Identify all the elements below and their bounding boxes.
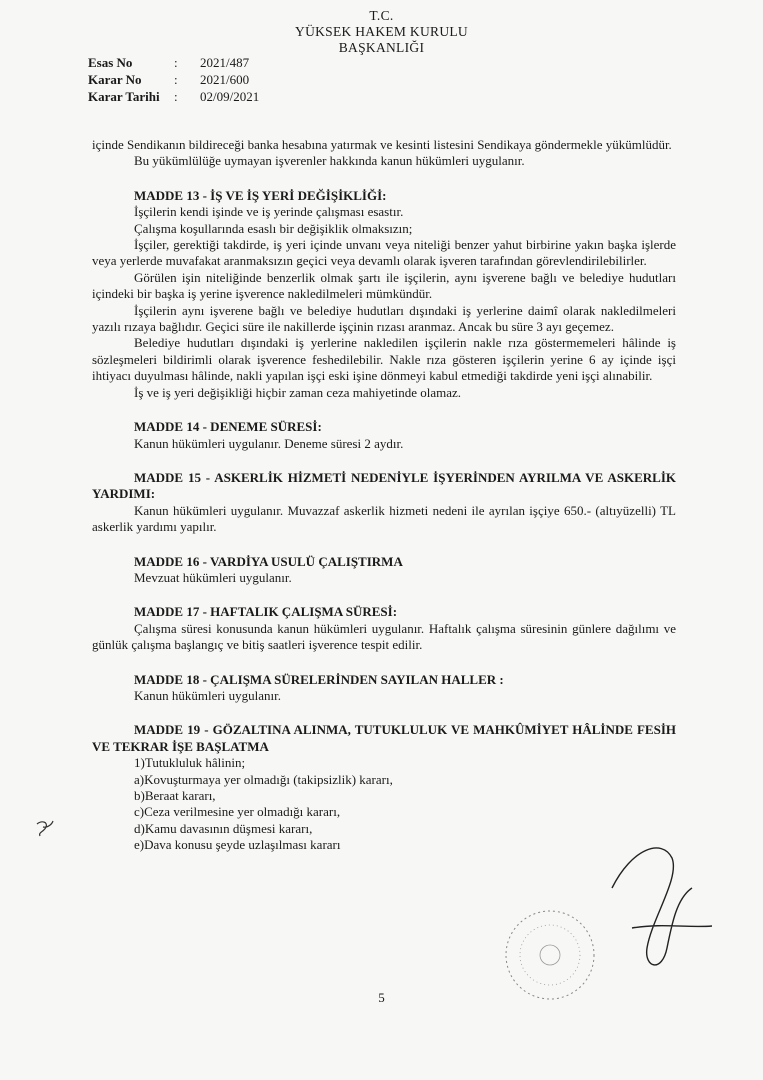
meta-sep: :: [174, 72, 178, 87]
article-19-item: e)Dava konusu şeyde uzlaşılması kararı: [134, 837, 341, 853]
article-18-heading: MADDE 18 - ÇALIŞMA SÜRELERİNDEN SAYILAN HALLER :: [134, 671, 504, 687]
article-15-p1: Kanun hükümleri uygulanır. Muvazzaf askerlik hizmeti nedeni ile ayrılan işçiye 650.- (altıyüzelli) TL askerlik yardımı yapılır.: [92, 502, 676, 535]
article-17-p1: Çalışma süresi konusunda kanun hükümleri uygulanır. Haftalık çalışma süresinin günlere dağılımı ve günlük çalışma başlangıç ve bitiş saatleri işverence tespit edilir.: [92, 620, 676, 653]
meta-row-karar: [88, 71, 259, 88]
article-13-p7: İş ve iş yeri değişikliği hiçbir zaman ceza mahiyetinde olamaz.: [134, 384, 462, 400]
article-13-p5: İşçilerin aynı işverene bağlı ve belediye hudutları dışındaki iş yerlerine daimî olarak nakledilmeleri yazılı rızaya bağlıdır. Geçici süre ile nakillerde işçinin rızası aranmaz. Ancak bu süre 3 ayı geçemez.: [92, 302, 676, 335]
signature-icon: [592, 828, 722, 978]
article-19-heading: MADDE 19 - GÖZALTINA ALINMA, TUTUKLULUK VE MAHKÛMİYET HÂLİNDE FESİH VE TEKRAR İŞE BAŞLATMA: [92, 722, 676, 754]
article-14-heading: MADDE 14 - DENEME SÜRESİ:: [134, 419, 322, 435]
meta-value: 2021/600: [200, 72, 250, 87]
article-13-p3: İşçiler, gerektiği takdirde, iş yeri içinde unvanı veya niteliği benzer yahut birbirine yakın başka işlerde veya yerlerde muvafakat aranmaksızın geçici veya devamlı olarak işveren tarafından görevlendirilebilirler.: [92, 237, 676, 269]
article-19-item: 1)Tutukluluk hâlinin;: [134, 755, 246, 771]
page-number: 5: [378, 990, 385, 1005]
article-18-p1: Kanun hükümleri uygulanır.: [134, 687, 281, 703]
article-15-heading: MADDE 15 - ASKERLİK HİZMETİ NEDENİYLE İŞYERİNDEN AYRILMA VE ASKERLİK YARDIMI:: [92, 469, 676, 502]
article-19-item: a)Kovuşturmaya yer olmadığı (takipsizlik) kararı,: [134, 771, 393, 787]
article-19-item: b)Beraat kararı,: [134, 788, 216, 803]
article-17-heading: MADDE 17 - HAFTALIK ÇALIŞMA SÜRESİ:: [134, 604, 398, 620]
meta-row-tarih: [88, 88, 259, 105]
article-14-p1: Kanun hükümleri uygulanır. Deneme süresi 2 aydır.: [134, 435, 404, 451]
case-meta: [88, 54, 259, 105]
meta-sep: :: [174, 89, 178, 104]
article-13-p4: Görülen işin niteliğinde benzerlik olmak şartı ile işçilerin, aynı işverene bağlı ve belediye hudutları içindeki bir başka iş yerine işverence nakledilmeleri mümkündür.: [92, 269, 676, 302]
article-16-p1: Mevzuat hükümleri uygulanır.: [134, 569, 292, 585]
article-13-p1: İşçilerin kendi işinde ve iş yerinde çalışması esastır.: [134, 204, 404, 220]
meta-label: Karar Tarihi: [88, 89, 160, 104]
article-13-heading: MADDE 13 - İŞ VE İŞ YERİ DEĞİŞİKLİĞİ:: [134, 187, 387, 203]
article-16-heading: MADDE 16 - VARDİYA USULÜ ÇALIŞTIRMA: [134, 553, 403, 569]
intro-paragraph-2: Bu yükümlülüğe uymayan işverenler hakkında kanun hükümleri uygulanır.: [134, 153, 525, 169]
meta-value: 02/09/2021: [200, 89, 260, 104]
header-tc: T.C.: [369, 8, 394, 23]
meta-label: Esas No: [88, 55, 133, 70]
header-institution: YÜKSEK HAKEM KURULU: [295, 24, 468, 39]
article-19-item: c)Ceza verilmesine yer olmadığı kararı,: [134, 804, 341, 820]
article-13-p2: Çalışma koşullarında esaslı bir değişiklik olmaksızın;: [134, 220, 413, 236]
article-13-p6: Belediye hudutları dışındaki iş yerlerine nakledilen işçilerin nakle rıza göstermemeleri hâlinde iş sözleşmeleri bildirimli olarak işverence feshedilebilir. Nakle rıza gösteren işçilerin yerine 6 ay içinde işçi ihtiyacı duyulması hâlinde, nakli yapılan işçi eski işine dönmeyi kabul etmediği takdirde yeni işçi alınabilir.: [92, 335, 676, 384]
margin-initial-icon: [34, 818, 56, 840]
meta-value: 2021/487: [200, 55, 250, 70]
document-body: [92, 137, 676, 854]
meta-sep: :: [174, 55, 178, 70]
meta-row-esas: [88, 54, 259, 71]
header-presidency: BAŞKANLIĞI: [338, 40, 425, 55]
meta-label: Karar No: [88, 72, 142, 87]
article-19-item: d)Kamu davasının düşmesi kararı,: [134, 820, 313, 836]
intro-paragraph-1: içinde Sendikanın bildireceği banka hesabına yatırmak ve kesinti listesini Sendikaya göndermekle yükümlüdür.: [92, 137, 672, 152]
